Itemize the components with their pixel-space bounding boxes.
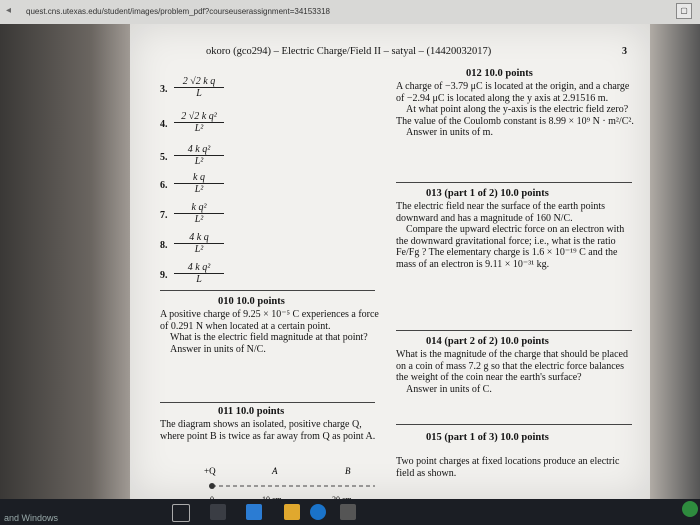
taskbar-search-text[interactable]: and Windows (4, 513, 59, 523)
q015-heading: 015 (part 1 of 3) 10.0 points (426, 432, 549, 443)
task-view-icon[interactable] (172, 504, 190, 522)
window-button-icon[interactable]: ▢ (676, 3, 692, 19)
q012-heading: 012 10.0 points (466, 68, 533, 79)
divider (396, 424, 632, 425)
edge-browser-icon[interactable] (210, 504, 226, 520)
divider (160, 402, 375, 403)
store-icon[interactable] (340, 504, 356, 520)
background-right (650, 24, 700, 499)
divider (396, 330, 632, 331)
file-explorer-icon[interactable] (284, 504, 300, 520)
q010-text: A positive charge of 9.25 × 10⁻⁵ C experiences a force of 0.291 N when located at a certain point. What is the electric field magnitude at that point? Answer in units of N/C. (160, 309, 379, 355)
q013-heading: 013 (part 1 of 2) 10.0 points (426, 188, 549, 199)
notification-icon[interactable] (682, 501, 698, 517)
q012-text: A charge of −3.79 μC is located at the origin, and a charge of −2.94 μC is located along the y axis at 2.91516 m. At what point along the y-axis is the electric field zero? The value of the Coulomb constant is 8.99 × 10⁹ N · m²/C². Answer in units of m. (396, 81, 634, 138)
q014-heading: 014 (part 2 of 2) 10.0 points (426, 336, 549, 347)
taskbar (0, 499, 700, 525)
label-a: A (272, 466, 278, 476)
background-left (0, 24, 130, 499)
q011-text: The diagram shows an isolated, positive charge Q, where point B is twice as far away from Q as point A. (160, 419, 376, 442)
document-page: okoro (gco294) – Electric Charge/Field II – satyal – (14420032017) 3 3. $\frac{\text{2 √2 k q}}{L}$ 4. $\frac{\text{2 √2 k q²}}{\text{L²}}$ 5. $\frac{\text{4 k q²}}{\text{L²}}$ 6. $\frac{\text{k q}}{\text{L²}}$ 7. $\frac{\text{k q²}}{\text{L²}}$ 8. $\frac{\text{4 k q}}{\text{L²}}$ 9. $\frac{\text{4 k q²}}{L}$ 010 10.0 points A positive charge of 9.25 × 10⁻⁵ C experiences a force of 0.291 N when located at a certain point. What is the electric field magnitude at that point? Answer in units of N/C. 011 10.0 points The diagram shows an isolated, positive charge Q, where point B is twice as far away from Q as point A. +Q A B 012 10.0 points A charge of −3.79 μC is located at the origin, and a charge of −2.94 μC is located along the y axis at 2.91516 m. At what point along the y-axis is the electric field zero? The value of the Coulomb constant is 8.99 × 10⁹ N · m²/C². Answer in units of m. 013 (part 1 of 2) 10.0 points The electric field near the surface of the earth points downward and has a magnitude of 160 N/C. Compare the upward electric force on an electron with the downward gravitational force; i.e., what is the ratio Fe/Fg ? The elementary charge is 1.6 × 10⁻¹⁹ C and the mass of an electron is 9.11 × 10⁻³¹ kg. 014 (part 2 of 2) 10.0 points What is the magnitude of the charge that should be placed on a coin of mass 7.2 g so that the electric force balances the weight of the coin near the earth's surface? Answer in units of C. 015 (part 1 of 3) 10.0 points Two point charges at fixed locations produce an electric field as shown. (130, 24, 650, 499)
divider (160, 290, 375, 291)
browser-bar (0, 0, 700, 25)
q013-text: The electric field near the surface of the earth points downward and has a magnitude of 160 N/C. Compare the upward electric force on an electron with the downward gravitational force; i.e., what is the ratio Fe/Fg ? The elementary charge is 1.6 × 10⁻¹⁹ C and the mass of an electron is 9.11 × 10⁻³¹ kg. (396, 201, 625, 270)
hp-icon[interactable] (310, 504, 326, 520)
charge-q-dot (209, 483, 215, 489)
q015-text: Two point charges at fixed locations produce an electric field as shown. (396, 456, 620, 479)
label-q: +Q (204, 466, 216, 476)
page-header: okoro (gco294) – Electric Charge/Field II – satyal – (14420032017) (206, 46, 492, 57)
page-number: 3 (622, 46, 627, 57)
q014-text: What is the magnitude of the charge that should be placed on a coin of mass 7.2 g so that the electric force balances the weight of the coin near the earth's surface? Answer in units of C. (396, 349, 628, 395)
q011-heading: 011 10.0 points (218, 406, 285, 417)
label-b: B (345, 466, 351, 476)
ie-browser-icon[interactable] (246, 504, 262, 520)
address-bar[interactable]: quest.cns.utexas.edu/student/images/problem_pdf?courseuserassignment=34153318 (26, 7, 330, 16)
divider (396, 182, 632, 183)
q010-heading: 010 10.0 points (218, 296, 285, 307)
back-icon[interactable]: ◂ (6, 5, 12, 16)
